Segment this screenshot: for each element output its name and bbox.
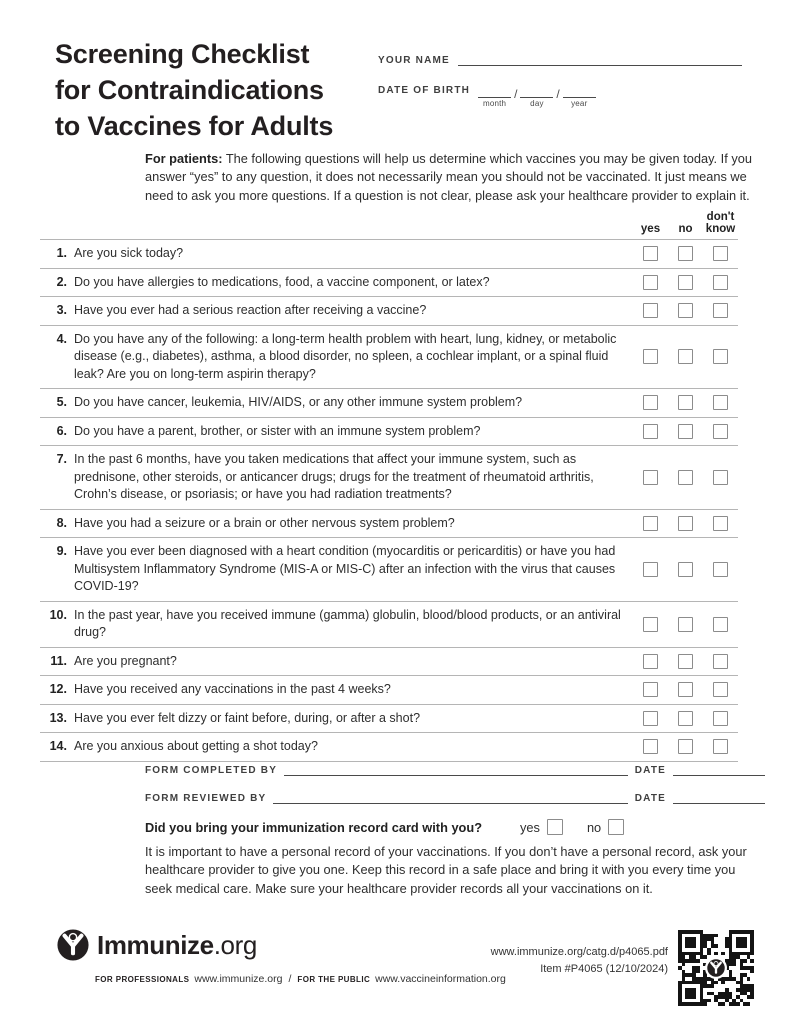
dob-day-caption: day (530, 99, 544, 108)
answer-cell-no (668, 424, 703, 439)
answer-cell-no (668, 654, 703, 669)
answer-cell-no (668, 682, 703, 697)
yes-label: yes (520, 819, 540, 835)
page-title (55, 36, 333, 144)
question-text: In the past year, have you received immune (gamma) globulin, blood/blood products, or an antiviral drug? (74, 607, 621, 640)
checkbox-yes[interactable] (643, 246, 658, 261)
answer-cell-dont-know (703, 516, 738, 531)
question-number: 10. (49, 607, 67, 622)
public-url[interactable]: www.vaccineinformation.org (375, 973, 506, 985)
column-header-yes: yes (640, 223, 661, 236)
checkbox-yes[interactable] (643, 470, 658, 485)
answer-cell-dont-know (703, 682, 738, 697)
checkbox-no[interactable] (678, 682, 693, 697)
answer-cell-dont-know (703, 275, 738, 290)
answer-cell-no (668, 711, 703, 726)
question-number: 6. (56, 423, 67, 438)
answer-cell-dont-know (703, 303, 738, 318)
question-row (40, 601, 738, 647)
question-row (40, 325, 738, 389)
form-completed-row (145, 763, 765, 776)
answer-cell-no (668, 516, 703, 531)
record-card-note: It is important to have a personal record of your vaccinations. If you don’t have a personal record, ask your healthcare provider to give you one. Keep this record in a safe place and bring it with you every time you seek medical care. Make sure your healthcare provider records all your vaccinations on it. (145, 844, 747, 896)
question-number: 9. (56, 544, 67, 559)
column-header-dont-know: don't know (705, 211, 736, 236)
document-item-number: Item #P4065 (12/10/2024) (540, 963, 668, 975)
patient-instructions-lead: For patients: (145, 151, 223, 166)
question-number: 13. (49, 710, 67, 725)
checkbox-yes[interactable] (643, 516, 658, 531)
checkbox-dont-know[interactable] (713, 516, 728, 531)
checkbox-no[interactable] (678, 246, 693, 261)
checkbox-yes[interactable] (643, 682, 658, 697)
answer-cell-yes (633, 562, 668, 577)
dob-month-caption: month (482, 99, 507, 108)
answer-cell-dont-know (703, 424, 738, 439)
question-text: Are you pregnant? (74, 653, 177, 668)
dob-year (563, 85, 596, 108)
question-number: 8. (56, 515, 67, 530)
checkbox-dont-know[interactable] (713, 275, 728, 290)
patient-instructions (145, 150, 769, 205)
form-completed-line[interactable] (284, 763, 628, 776)
immunize-logo-icon (57, 929, 89, 961)
date-label: DATE (634, 765, 666, 776)
footer-divider: / (288, 973, 292, 985)
checkbox-yes[interactable] (643, 739, 658, 754)
qr-code (678, 930, 754, 1006)
checkbox-no[interactable] (678, 654, 693, 669)
dob-year-caption: year (571, 99, 588, 108)
form-completed-date-line[interactable] (673, 763, 765, 776)
page-title-line: Screening Checklist (55, 39, 310, 69)
answer-cell-yes (633, 349, 668, 364)
column-header-no: no (678, 223, 693, 236)
checkbox-no[interactable] (678, 562, 693, 577)
checkbox-record-no[interactable] (608, 819, 624, 835)
answer-cell-no (668, 470, 703, 485)
checkbox-dont-know[interactable] (713, 562, 728, 577)
checkbox-no[interactable] (678, 470, 693, 485)
question-row (40, 296, 738, 325)
question-text: In the past 6 months, have you taken medications that affect your immune system, such as prednisone, other steroids, or anticancer drugs; drugs for the treatment of rheumatoid arthritis, Crohn’s disease, or psoriasis; or have you had radiation treatments? (74, 452, 594, 502)
checkbox-no[interactable] (678, 617, 693, 632)
answer-cell-yes (633, 470, 668, 485)
answer-cell-yes (633, 424, 668, 439)
answer-cell-no (668, 617, 703, 632)
question-text: Are you sick today? (74, 246, 184, 261)
professionals-url[interactable]: www.immunize.org (194, 973, 283, 985)
dob-label: DATE OF BIRTH (378, 85, 471, 96)
question-number: 2. (56, 274, 67, 289)
checkbox-yes[interactable] (643, 654, 658, 669)
answer-cell-yes (633, 516, 668, 531)
answer-cell-no (668, 275, 703, 290)
name-field (378, 52, 742, 66)
checkbox-dont-know[interactable] (713, 349, 728, 364)
patient-instructions-text: The following questions will help us determine which vaccines you may be given today. If you answer “yes” to any question, it does not necessarily mean you should not be vaccinated. It just means we need to ask you more questions. If a question is not clear, please ask your healthcare provider to explain it. (145, 151, 752, 203)
checkbox-yes[interactable] (643, 711, 658, 726)
answer-cell-dont-know (703, 470, 738, 485)
question-text: Have you received any vaccinations in the past 4 weeks? (74, 682, 391, 697)
answer-cell-yes (633, 682, 668, 697)
answer-cell-yes (633, 303, 668, 318)
answer-cell-yes (633, 654, 668, 669)
form-reviewed-row (145, 791, 765, 804)
dob-month-line[interactable] (478, 85, 511, 98)
answer-cell-yes (633, 739, 668, 754)
form-reviewed-date-line[interactable] (673, 791, 765, 804)
checkbox-no[interactable] (678, 711, 693, 726)
answer-cell-no (668, 246, 703, 261)
question-number: 12. (49, 682, 67, 697)
checkbox-no[interactable] (678, 424, 693, 439)
dob-day (520, 85, 553, 108)
question-text: Have you ever had a serious reaction after receiving a vaccine? (74, 303, 427, 318)
answer-cell-yes (633, 395, 668, 410)
no-label: no (586, 819, 602, 835)
answer-cell-dont-know (703, 395, 738, 410)
answer-cell-yes (633, 617, 668, 632)
checkbox-yes[interactable] (643, 562, 658, 577)
answer-cell-no (668, 395, 703, 410)
checkbox-yes[interactable] (643, 349, 658, 364)
brand-tld: .org (213, 929, 257, 960)
checkbox-no[interactable] (678, 395, 693, 410)
answer-cell-dont-know (703, 654, 738, 669)
question-row (40, 732, 738, 762)
answer-cell-no (668, 739, 703, 754)
checkbox-yes[interactable] (643, 275, 658, 290)
question-number: 4. (56, 331, 67, 346)
question-text: Do you have any of the following: a long-term health problem with heart, lung, kidney, or metabolic disease (e.g., diabetes), asthma, a blood disorder, no spleen, a cochlear implant, or a spinal fluid leak? Are you on long-term aspirin therapy? (74, 331, 617, 381)
question-number: 5. (56, 395, 67, 410)
question-row (40, 647, 738, 676)
dob-year-line[interactable] (563, 85, 596, 98)
question-row (40, 704, 738, 733)
question-row (40, 239, 738, 268)
question-number: 11. (50, 653, 67, 668)
question-number: 1. (56, 246, 67, 261)
name-label: YOUR NAME (378, 55, 450, 66)
question-text: Have you had a seizure or a brain or other nervous system problem? (74, 515, 455, 530)
record-card-no (587, 819, 624, 835)
form-reviewed-label: FORM REVIEWED BY (145, 793, 267, 804)
dob-inputs (478, 85, 596, 108)
dob-slash: / (514, 87, 518, 101)
dob-slash: / (556, 87, 560, 101)
checkbox-dont-know[interactable] (713, 470, 728, 485)
checkbox-no[interactable] (678, 516, 693, 531)
checkbox-no[interactable] (678, 349, 693, 364)
page-title-line: to Vaccines for Adults (55, 111, 334, 141)
answer-cell-dont-know (703, 739, 738, 754)
checkbox-dont-know[interactable] (713, 246, 728, 261)
completion-section (145, 763, 765, 898)
document-info (491, 944, 668, 978)
patient-fields (378, 52, 742, 108)
answer-cell-dont-know (703, 562, 738, 577)
professionals-label: FOR PROFESSIONALS (95, 975, 190, 984)
question-row (40, 388, 738, 417)
question-row (40, 268, 738, 297)
dob-field (378, 85, 742, 108)
answer-cell-yes (633, 711, 668, 726)
checkbox-dont-know[interactable] (713, 617, 728, 632)
form-reviewed-line[interactable] (273, 791, 627, 804)
checkbox-dont-know[interactable] (713, 682, 728, 697)
question-rows (40, 239, 738, 762)
checkbox-yes[interactable] (643, 617, 658, 632)
question-text: Have you ever been diagnosed with a heart condition (myocarditis or pericarditis) or have you had Multisystem Inflammatory Syndrome (MIS-A or MIS-C) after an infection with the virus that causes COVID-19? (74, 544, 616, 594)
dob-day-line[interactable] (520, 85, 553, 98)
checkbox-dont-know[interactable] (713, 424, 728, 439)
question-row (40, 445, 738, 509)
question-row (40, 537, 738, 601)
brand-name: Immunize (97, 929, 214, 960)
question-text: Do you have allergies to medications, food, a vaccine component, or latex? (74, 274, 490, 289)
checkbox-yes[interactable] (643, 303, 658, 318)
checkbox-no[interactable] (678, 275, 693, 290)
checkbox-dont-know[interactable] (713, 395, 728, 410)
qr-center-logo (705, 957, 727, 979)
answer-cell-dont-know (703, 246, 738, 261)
record-card-question: Did you bring your immunization record card with you? (145, 819, 483, 835)
question-text: Do you have a parent, brother, or sister with an immune system problem? (74, 423, 481, 438)
checkbox-yes[interactable] (643, 424, 658, 439)
question-number: 7. (56, 452, 67, 467)
name-input-line[interactable] (458, 52, 742, 66)
answer-cell-dont-know (703, 349, 738, 364)
footer-links (95, 973, 512, 985)
record-card-yes (520, 819, 563, 835)
question-number: 3. (56, 303, 67, 318)
question-row (40, 417, 738, 446)
question-row (40, 675, 738, 704)
answer-cell-no (668, 562, 703, 577)
form-completed-label: FORM COMPLETED BY (145, 765, 278, 776)
document-url: www.immunize.org/catg.d/p4065.pdf (490, 946, 668, 958)
record-card-question-row (145, 819, 765, 835)
question-text: Are you anxious about getting a shot today? (74, 739, 318, 754)
answer-cell-no (668, 303, 703, 318)
checkbox-record-yes[interactable] (547, 819, 563, 835)
brand-wordmark (97, 930, 257, 961)
page-title-line: for Contraindications (55, 75, 324, 105)
checkbox-dont-know[interactable] (713, 711, 728, 726)
question-number: 14. (49, 739, 67, 754)
question-text: Have you ever felt dizzy or faint before, during, or after a shot? (74, 710, 421, 725)
date-label: DATE (634, 793, 666, 804)
answer-cell-yes (633, 275, 668, 290)
question-row (40, 509, 738, 538)
question-text: Do you have cancer, leukemia, HIV/AIDS, or any other immune system problem? (74, 395, 523, 410)
question-table (40, 211, 738, 762)
public-label: FOR THE PUBLIC (297, 975, 371, 984)
checkbox-dont-know[interactable] (713, 654, 728, 669)
checkbox-no[interactable] (678, 303, 693, 318)
immunize-logo (57, 929, 257, 961)
checkbox-dont-know[interactable] (713, 739, 728, 754)
answer-cell-dont-know (703, 711, 738, 726)
answer-cell-yes (633, 246, 668, 261)
answer-cell-dont-know (703, 617, 738, 632)
checkbox-dont-know[interactable] (713, 303, 728, 318)
table-header (40, 211, 738, 239)
checkbox-no[interactable] (678, 739, 693, 754)
answer-cell-no (668, 349, 703, 364)
dob-month (478, 85, 511, 108)
checkbox-yes[interactable] (643, 395, 658, 410)
